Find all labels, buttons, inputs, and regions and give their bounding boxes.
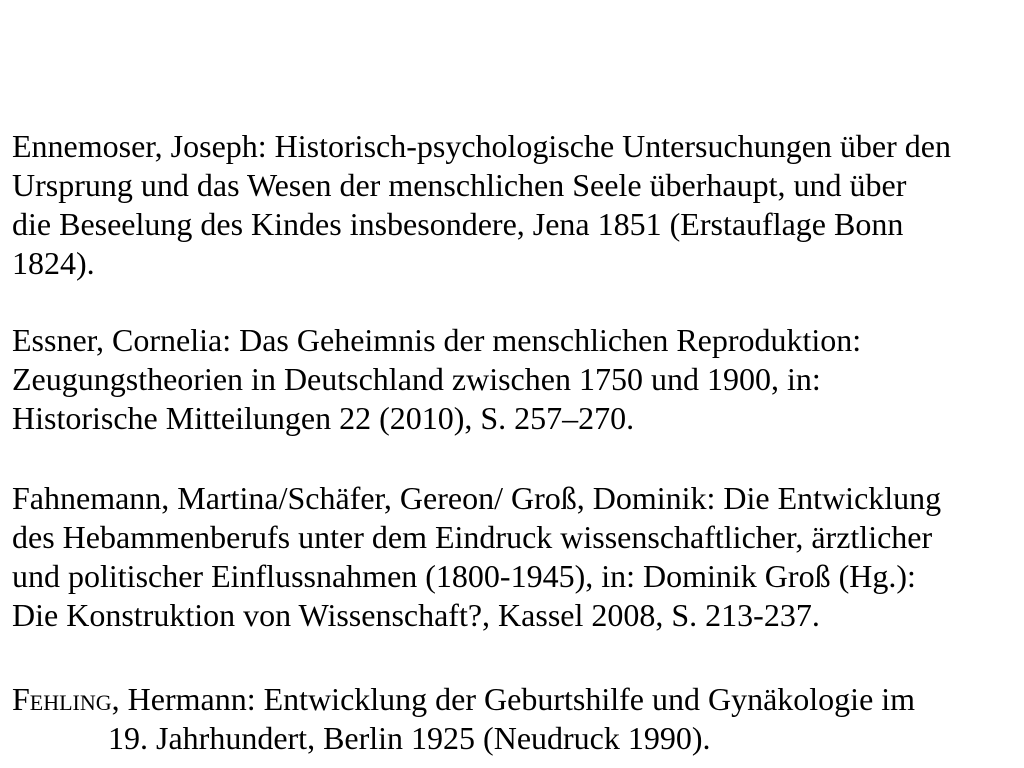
bibliography-entry-ennemoser xyxy=(12,127,1017,283)
entry-first-line xyxy=(12,680,1017,719)
entry-line: die Beseelung des Kindes insbesondere, Jena 1851 (Erstauflage Bonn xyxy=(12,206,904,242)
entry-line: Essner, Cornelia: Das Geheimnis der menschlichen Reproduktion: xyxy=(12,322,862,358)
entry-line: 19. Jahrhundert, Berlin 1925 (Neudruck 1990). xyxy=(108,720,711,756)
entry-first-line-rest: , Hermann: Entwicklung der Geburtshilfe und Gynäkologie im xyxy=(111,681,916,717)
bibliography-entry-fahnemann xyxy=(12,479,1017,635)
entry-line: Die Konstruktion von Wissenschaft?, Kassel 2008, S. 213-237. xyxy=(12,597,820,633)
bibliography-entry-essner xyxy=(12,321,1017,438)
entry-line: des Hebammenberufs unter dem Eindruck wissenschaftlicher, ärztlicher xyxy=(12,519,933,555)
entry-author-smallcaps: Fehling xyxy=(12,681,112,717)
entry-line: Ursprung und das Wesen der menschlichen Seele überhaupt, und über xyxy=(12,167,907,203)
entry-line: Fahnemann, Martina/Schäfer, Gereon/ Groß, Dominik: Die Entwicklung xyxy=(12,480,942,516)
entry-line: Historische Mitteilungen 22 (2010), S. 257–270. xyxy=(12,400,635,436)
entry-line: 1824). xyxy=(12,245,95,281)
bibliography-entry-fehling xyxy=(12,680,1017,758)
entry-line: Ennemoser, Joseph: Historisch-psychologische Untersuchungen über den xyxy=(12,128,951,164)
entry-line: und politischer Einflussnahmen (1800-1945), in: Dominik Groß (Hg.): xyxy=(12,558,916,594)
entry-line: Zeugungstheorien in Deutschland zwischen 1750 und 1900, in: xyxy=(12,361,821,397)
